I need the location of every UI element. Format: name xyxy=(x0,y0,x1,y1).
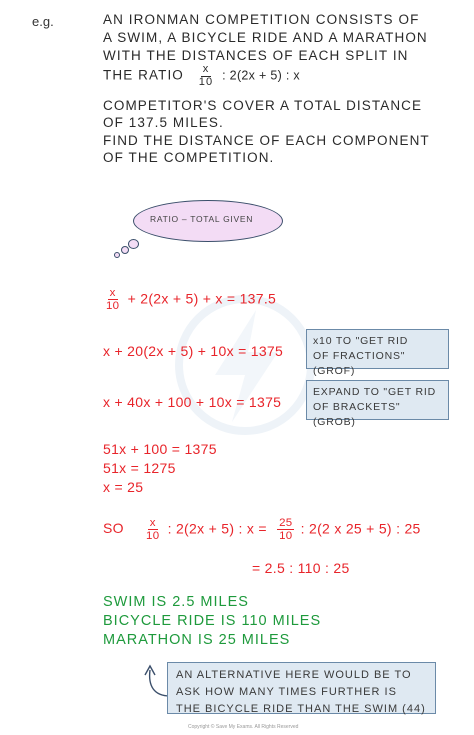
eq7-so: SO xyxy=(103,520,124,537)
eq1-rest: + 2(2x + 5) + x = 137.5 xyxy=(127,290,277,307)
eq7-numerator-1: x xyxy=(149,517,156,529)
equation-3: x + 40x + 100 + 10x = 1375 xyxy=(103,394,282,410)
eq1-fraction xyxy=(104,287,121,312)
equation-4: 51x + 100 = 1375 xyxy=(103,441,217,457)
thought-bubble-dot-large xyxy=(128,239,139,249)
answer-marathon: MARATHON IS 25 MILES xyxy=(103,632,291,648)
eq7-denominator-2: 10 xyxy=(279,530,293,543)
watermark-logo xyxy=(170,290,320,440)
question-line-3: WITH THE DISTANCES OF EACH SPLIT IN xyxy=(103,48,409,63)
eq1-denominator: 10 xyxy=(106,300,120,313)
question-line-8: OF THE COMPETITION. xyxy=(103,150,275,165)
ratio-numerator: x xyxy=(202,63,210,75)
note-line-3: THE BICYCLE RIDE THAN THE SWIM (44) xyxy=(176,703,426,716)
question-line-1: AN IRONMAN COMPETITION CONSISTS OF xyxy=(103,12,420,27)
question-line-5: COMPETITOR'S COVER A TOTAL DISTANCE xyxy=(103,98,423,113)
question-line-7: FIND THE DISTANCE OF EACH COMPONENT xyxy=(103,133,430,148)
copyright-footer: Copyright © Save My Exams. All Rights Reserved xyxy=(188,724,299,730)
eq7-fraction-2 xyxy=(277,517,294,542)
answer-swim: SWIM IS 2.5 MILES xyxy=(103,594,249,610)
eq7-middle: : 2(2x + 5) : x = xyxy=(167,520,267,537)
tip-grof-line-2: OF FRACTIONS" (GROF) xyxy=(313,350,406,378)
ratio-fraction xyxy=(197,64,216,88)
thought-bubble-dot-small xyxy=(114,252,120,258)
note-box xyxy=(167,662,436,714)
ratio-prefix: THE RATIO xyxy=(103,67,184,83)
equation-2: x + 20(2x + 5) + 10x = 1375 xyxy=(103,343,284,359)
thought-bubble-text: RATIO – TOTAL GIVEN xyxy=(150,214,254,224)
eq7-end: : 2(2 x 25 + 5) : 25 xyxy=(300,520,421,537)
equation-8: = 2.5 : 110 : 25 xyxy=(252,560,350,576)
note-line-2: ASK HOW MANY TIMES FURTHER IS xyxy=(176,686,397,699)
equation-5: 51x = 1275 xyxy=(103,460,176,476)
note-line-1: AN ALTERNATIVE HERE WOULD BE TO xyxy=(176,669,412,681)
eq7-numerator-2: 25 xyxy=(279,517,293,529)
answer-bike: BICYCLE RIDE IS 110 MILES xyxy=(103,613,322,629)
equation-1 xyxy=(102,287,276,312)
tip-grob-line-1: EXPAND TO "GET RID xyxy=(313,386,436,398)
question-ratio-line xyxy=(103,64,300,88)
question-line-6: OF 137.5 MILES. xyxy=(103,115,224,130)
tip-grof xyxy=(306,329,449,378)
ratio-denominator: 10 xyxy=(198,75,214,88)
eq1-numerator: x xyxy=(109,287,116,299)
tip-grof-line-1: x10 TO "GET RID xyxy=(313,335,409,347)
ratio-rest: : 2(2x + 5) : x xyxy=(222,68,300,83)
eq7-denominator-1: 10 xyxy=(146,530,160,543)
tip-grob-line-2: OF BRACKETS" (GROB) xyxy=(313,401,401,429)
eq7-fraction-1 xyxy=(144,517,161,542)
tip-grob xyxy=(306,380,449,429)
thought-bubble-dot-medium xyxy=(121,246,129,254)
equation-7 xyxy=(103,517,421,542)
equation-6: x = 25 xyxy=(103,479,144,495)
example-label: e.g. xyxy=(32,14,54,29)
question-line-2: A SWIM, A BICYCLE RIDE AND A MARATHON xyxy=(103,30,428,45)
